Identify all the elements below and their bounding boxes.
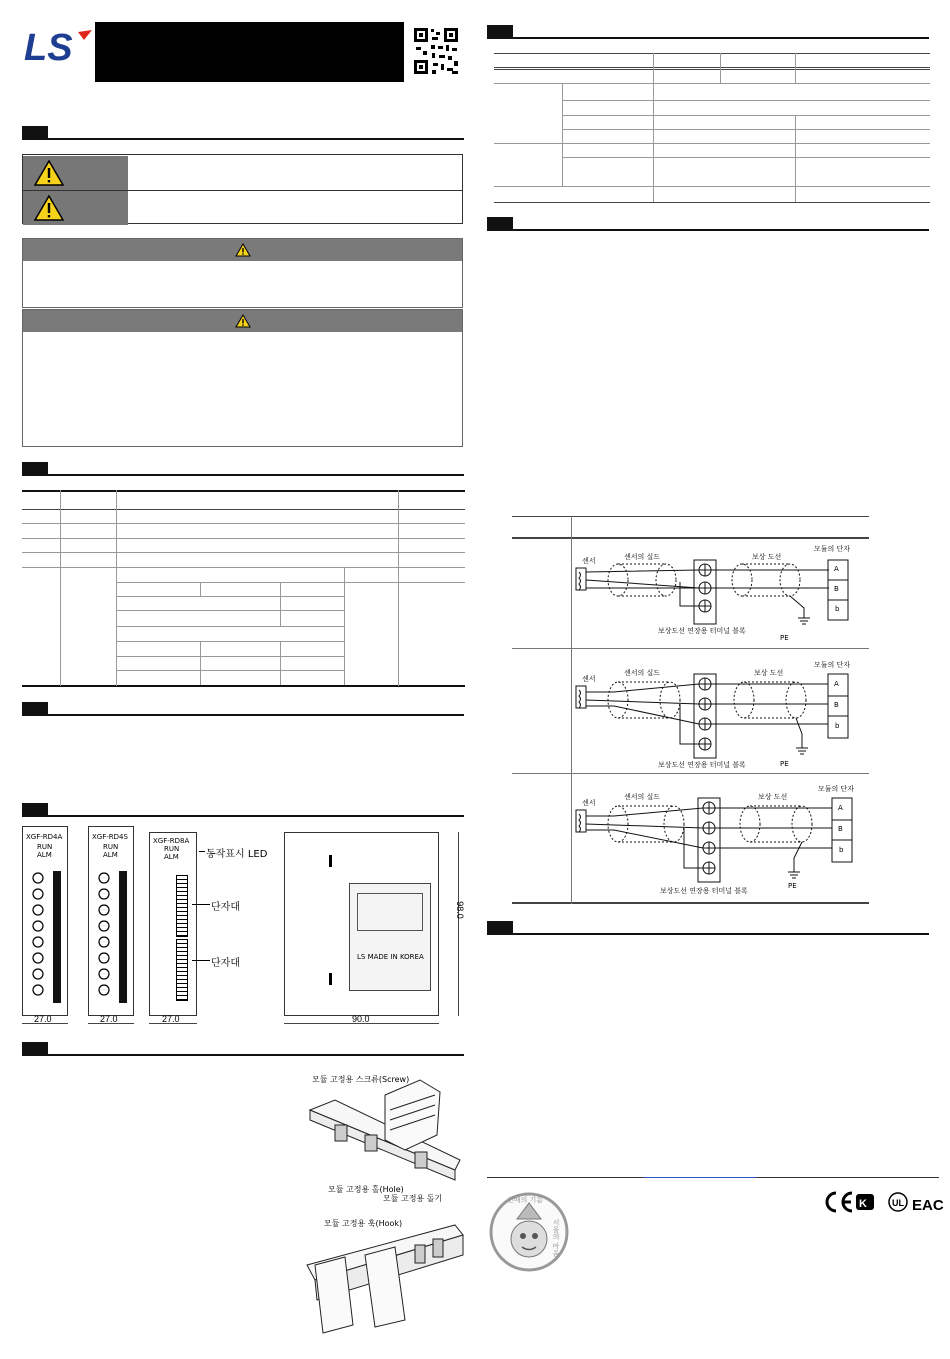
- ls-logo: [24, 26, 94, 69]
- pe-label: PE: [780, 634, 789, 642]
- alm-led-label: ALM: [37, 851, 52, 859]
- terminal-block-label: 보상도선 연장용 터미널 블록: [658, 627, 746, 635]
- section-header-wiring: [487, 217, 929, 231]
- pe-label: PE: [780, 760, 789, 768]
- module-terminal-label: 모듈의 단자: [818, 785, 855, 793]
- dim-98: 98.0: [454, 901, 465, 919]
- protrusion-label: 모듈 고정용 돌기: [383, 1194, 443, 1203]
- section-header-install: [22, 1042, 464, 1056]
- side-brand: LS MADE IN KOREA: [357, 953, 424, 961]
- terminal-b: B: [834, 701, 839, 709]
- sensor-label: 센서: [582, 675, 596, 683]
- shield-label: 센서의 실드: [624, 669, 661, 677]
- comp-wire-label: 보상 도선: [754, 669, 784, 677]
- terminal-b-small: b: [835, 605, 840, 613]
- terminal-a: A: [834, 565, 839, 573]
- dim-27-c: 27.0: [162, 1014, 180, 1024]
- section-header-specs: [22, 462, 464, 476]
- module-front-rd8a: [149, 832, 197, 1016]
- ce-kc-ul-eac-icon: [822, 1190, 944, 1214]
- comp-wire-label: 보상 도선: [752, 553, 782, 561]
- caution-icon: [235, 314, 251, 328]
- module-front-rd4a: [22, 826, 68, 1016]
- screw-label: 모듈 고정용 스크류(Screw): [312, 1075, 410, 1084]
- warning-legend: [22, 154, 463, 224]
- warning-block: [22, 238, 463, 308]
- cert-marks-text: CE KC UL EAC: [822, 1216, 829, 1217]
- certification-marks: [822, 1190, 944, 1217]
- terminal-b-small: b: [839, 846, 844, 854]
- install-illustration-1: [305, 1080, 465, 1180]
- module-name: XGF-RD4S: [92, 833, 128, 841]
- svg-text:EAC: EAC: [912, 1197, 944, 1214]
- warning-icon: [33, 159, 65, 187]
- title-banner: [95, 22, 404, 82]
- wiring-table: [512, 516, 869, 904]
- module-name: XGF-RD8A: [153, 837, 190, 845]
- qr-code: [412, 26, 460, 76]
- terminal-b: B: [838, 825, 843, 833]
- hook-label: 모듈 고정용 훅(Hook): [324, 1219, 403, 1228]
- section-header-warranty: [487, 921, 929, 935]
- module-name: XGF-RD4A: [26, 833, 63, 841]
- module-side-view: [284, 832, 439, 1016]
- terminal-screws: [31, 871, 45, 1001]
- website-link-underline[interactable]: [644, 1177, 756, 1178]
- terminal-block-label: 보상도선 연장용 터미널 블록: [660, 887, 748, 895]
- comp-wire-label: 보상 도선: [758, 793, 788, 801]
- section-header-safety: [22, 126, 464, 140]
- stamp-text-right: 서울의 마음: [552, 1219, 560, 1257]
- run-led-label: RUN: [103, 843, 119, 851]
- wiring-diagram-1: [574, 542, 869, 646]
- dim-27-a: 27.0: [34, 1014, 52, 1024]
- warning-icon: [235, 243, 251, 257]
- terminal-a: A: [838, 804, 843, 812]
- alm-led-label: ALM: [103, 851, 118, 859]
- warning-cell: [23, 156, 128, 190]
- terminal-a: A: [834, 680, 839, 688]
- run-led-label: RUN: [164, 845, 180, 853]
- svg-text:LS: LS: [24, 27, 73, 69]
- hole-label: 모듈 고정용 홀(Hole): [328, 1185, 404, 1194]
- install-illustration-2: [305, 1225, 465, 1337]
- caution-block: [22, 309, 463, 447]
- svg-text:K: K: [859, 1198, 867, 1210]
- svg-text:UL: UL: [892, 1198, 904, 1208]
- terminal-block-label: 보상도선 연장용 터미널 블록: [658, 761, 746, 769]
- run-led-label: RUN: [37, 843, 53, 851]
- section-header-dimensions: [22, 803, 464, 817]
- terminal-b-small: b: [835, 722, 840, 730]
- terminal-label-2: 단자대: [211, 958, 240, 969]
- terminal-screws: [97, 871, 111, 1001]
- caution-cell: [23, 191, 128, 225]
- module-terminal-label: 모듈의 단자: [814, 545, 851, 553]
- terminal-b: B: [834, 585, 839, 593]
- dim-90: 90.0: [352, 1014, 370, 1024]
- dim-27-b: 27.0: [100, 1014, 118, 1024]
- pe-label: PE: [788, 882, 797, 890]
- terminal-label-1: 단자대: [211, 902, 240, 913]
- sensor-label: 센서: [582, 799, 596, 807]
- alm-led-label: ALM: [164, 853, 179, 861]
- shield-label: 센서의 실드: [624, 553, 661, 561]
- wiring-diagram-3: [574, 780, 869, 898]
- quality-stamp: [489, 1189, 569, 1275]
- led-label: 동작표시 LED: [206, 849, 268, 860]
- caution-icon: [33, 194, 65, 222]
- shield-label: 센서의 실드: [624, 793, 661, 801]
- module-terminal-label: 모듈의 단자: [814, 661, 851, 669]
- section-header-performance: [487, 25, 929, 39]
- module-front-rd4s: [88, 826, 134, 1016]
- section-header-names: [22, 702, 464, 716]
- stamp-text-top: 선배의 기름: [507, 1196, 544, 1204]
- wiring-diagram-2: [574, 656, 869, 770]
- performance-table: [494, 53, 930, 203]
- sensor-label: 센서: [582, 557, 596, 565]
- spec-table: [22, 490, 465, 686]
